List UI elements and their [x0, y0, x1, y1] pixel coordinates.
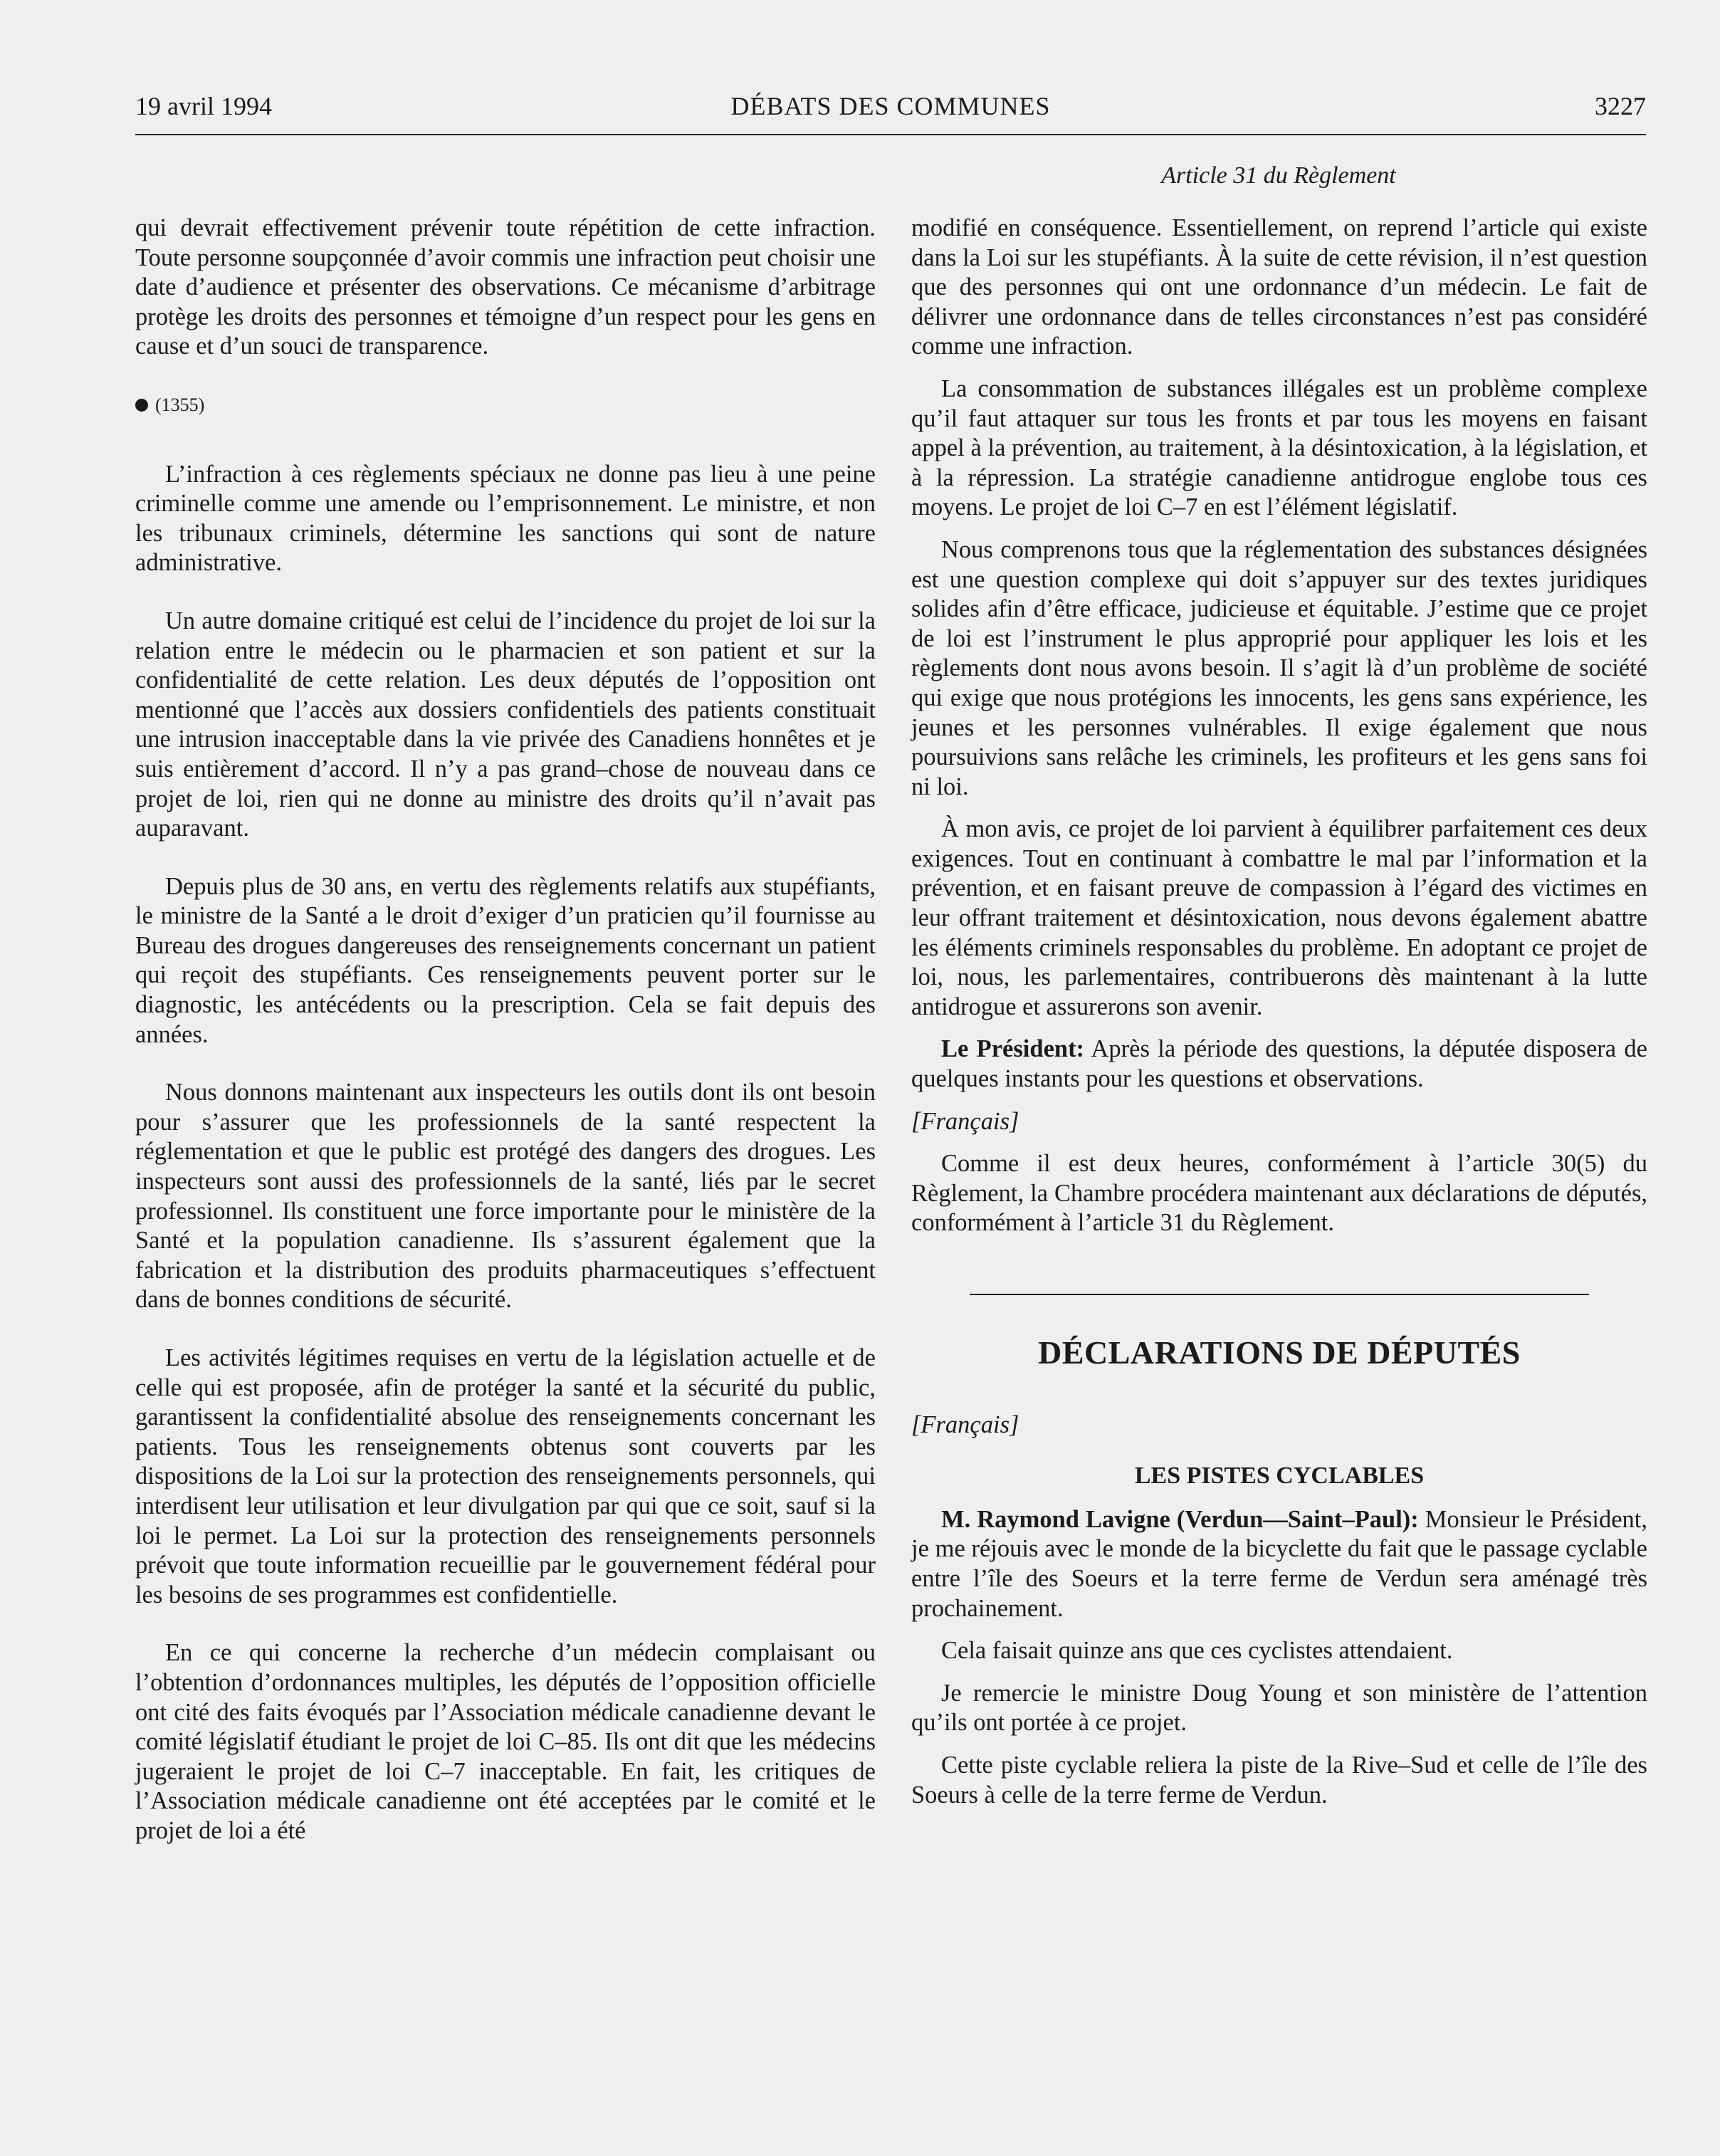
section-title: DÉCLARATIONS DE DÉPUTÉS	[1038, 1334, 1521, 1371]
paragraph: qui devrait effectivement prévenir toute répétition de cette infraction. Toute personne soupçonnée d’avoir commis une infraction peut choisir une date d’audience et présenter des observations. Ce mécanisme d’arbitrage protège les droits des personnes et témoigne d’un respect pour les gens en cause et d’un souci de transparence.	[135, 214, 876, 360]
paragraph: En ce qui concerne la recherche d’un médecin complaisant ou l’obtention d’ordonnances multiples, les députés de l’opposition officielle ont cité des faits évoqués par l’Association médicale canadienne devant le comité législatif étudiant le projet de loi C–85. Ils ont dit que les médecins jugeraient le projet de loi C–7 inacceptable. En fait, les critiques de l’Association médicale canadienne ont été acceptées par le comité et le projet de loi a été	[135, 1639, 876, 1844]
paragraph	[911, 1035, 1647, 1094]
paragraph	[911, 1505, 1647, 1623]
paragraph: Depuis plus de 30 ans, en vertu des règlements relatifs aux stupéfiants, le ministre de la Santé a le droit d’exiger d’un praticien qu’il fournisse au Bureau des drogues dangereuses des renseignements concernant un patient qui reçoit des stupéfiants. Ces renseignements peuvent porter sur le diagnostic, les antécédents ou la prescription. Cela se fait depuis des années.	[135, 872, 876, 1048]
section-divider	[970, 1294, 1589, 1295]
paragraph: Nous donnons maintenant aux inspecteurs les outils dont ils ont besoin pour s’assurer que les professionnels de la santé respectent la réglementation et que le public est protégé des dangers des drogues. Les inspecteurs sont aussi des professionnels de la santé, liés par le secret professionnel. Ils constituent une force importante pour le ministère de la Santé et la population canadienne. Ils s’assurent également que la fabrication et la distribution des produits pharmaceutiques s’effectuent dans de bonnes conditions de sécurité.	[135, 1079, 876, 1314]
paragraph: L’infraction à ces règlements spéciaux ne donne pas lieu à une peine criminelle comme une amende ou l’emprisonnement. Le ministre, et non les tribunaux criminels, détermine les sanctions qui sont de nature administrative.	[135, 460, 876, 577]
header-date: 19 avril 1994	[135, 92, 272, 120]
bullet-icon	[135, 399, 148, 412]
left-column	[135, 214, 876, 1875]
timestamp	[135, 390, 876, 420]
page-number: 3227	[1595, 92, 1646, 120]
speech-text: Après la période des questions, la députée disposera de quelques instants pour les questions et observations.	[911, 1035, 1647, 1093]
right-column	[911, 214, 1647, 1823]
running-head: Article 31 du Règlement	[1161, 162, 1396, 189]
page-header	[135, 84, 1646, 135]
speaker-name: M. Raymond Lavigne (Verdun—Saint–Paul):	[941, 1505, 1419, 1533]
timestamp-text: (1355)	[155, 394, 205, 415]
header-title: DÉBATS DES COMMUNES	[730, 92, 1051, 120]
speaker-name: Le Président:	[941, 1035, 1085, 1063]
paragraph: Comme il est deux heures, conformément à l’article 30(5) du Règlement, la Chambre procédera maintenant aux déclarations de députés, conformément à l’article 31 du Règlement.	[911, 1150, 1647, 1237]
paragraph: Cela faisait quinze ans que ces cyclistes attendaient.	[941, 1637, 1453, 1665]
paragraph: Cette piste cyclable reliera la piste de la Rive–Sud et celle de l’île des Soeurs à celle de la terre ferme de Verdun.	[911, 1751, 1647, 1809]
paragraph: Nous comprenons tous que la réglementation des substances désignées est une question complexe qui doit s’appuyer sur des textes juridiques solides afin d’être efficace, judicieuse et équitable. J’estime que ce projet de loi est l’instrument le plus approprié pour appliquer les lois et les règlements dont nous avons besoin. Il s’agit là d’un problème de société qui exige que nous protégions les innocents, les gens sans expérience, les jeunes et les personnes vulnérables. Il exige également que nous poursuivions sans relâche les criminels, les profiteurs et les gens sans foi ni loi.	[911, 535, 1647, 800]
paragraph: La consommation de substances illégales est un problème complexe qu’il faut attaquer sur tous les fronts et par tous les moyens en faisant appel à la prévention, au traitement, à la désintoxication, à la législation, et à la répression. La stratégie canadienne antidrogue englobe tous ces moyens. Le projet de loi C–7 en est l’élément législatif.	[911, 375, 1647, 521]
language-marker: [Français]	[911, 1411, 1019, 1438]
paragraph: modifié en conséquence. Essentiellement, on reprend l’article qui existe dans la Loi sur les stupéfiants. À la suite de cette révision, il n’est question que des personnes qui ont une ordonnance d’un médecin. Le fait de délivrer une ordonnance dans de telles circonstances n’est pas considéré comme une infraction.	[911, 214, 1647, 360]
paragraph: Un autre domaine critiqué est celui de l’incidence du projet de loi sur la relation entre le médecin ou le pharmacien et son patient et sur la confidentialité de cette relation. Les deux députés de l’opposition ont mentionné que l’accès aux dossiers confidentiels des patients constituait une intrusion inacceptable dans la vie privée des Canadiens honnêtes et je suis entièrement d’accord. Il n’y a pas grand–chose de nouveau dans ce projet de loi, rien qui ne donne au ministre des droits qu’il n’avait pas auparavant.	[135, 607, 876, 842]
speech-text: Monsieur le Président, je me réjouis avec le monde de la bicyclette du fait que le passage cyclable entre l’île des Soeurs et la terre ferme de Verdun sera aménagé très prochainement.	[911, 1505, 1647, 1622]
paragraph: À mon avis, ce projet de loi parvient à équilibrer parfaitement ces deux exigences. Tout en continuant à combattre le mal par l’information et la prévention, et en faisant preuve de compassion à l’égard des victimes en leur offrant traitement et désintoxication, nous devons également abattre les éléments criminels responsables du problème. En adoptant ce projet de loi, nous, les parlementaires, contribuerons dès maintenant à la lutte antidrogue et assurerons son avenir.	[911, 815, 1647, 1020]
paragraph: Je remercie le ministre Doug Young et son ministère de l’attention qu’ils ont portée à ce projet.	[911, 1679, 1647, 1737]
language-marker: [Français]	[911, 1107, 1019, 1135]
subheading: LES PISTES CYCLABLES	[1134, 1462, 1425, 1490]
paragraph: Les activités légitimes requises en vertu de la législation actuelle et de celle qui est proposée, afin de protéger la santé et la sécurité du public, garantissent la confidentialité absolue des renseignements concernant les patients. Tous les renseignements obtenus sont couverts par les dispositions de la Loi sur la protection des renseignements personnels, qui interdisent leur utilisation et leur divulgation par qui que ce soit, sauf si la loi le permet. La Loi sur la protection des renseignements personnels prévoit que toute information recueillie par le gouvernement fédéral pour les besoins de ses programmes est confidentielle.	[135, 1344, 876, 1608]
